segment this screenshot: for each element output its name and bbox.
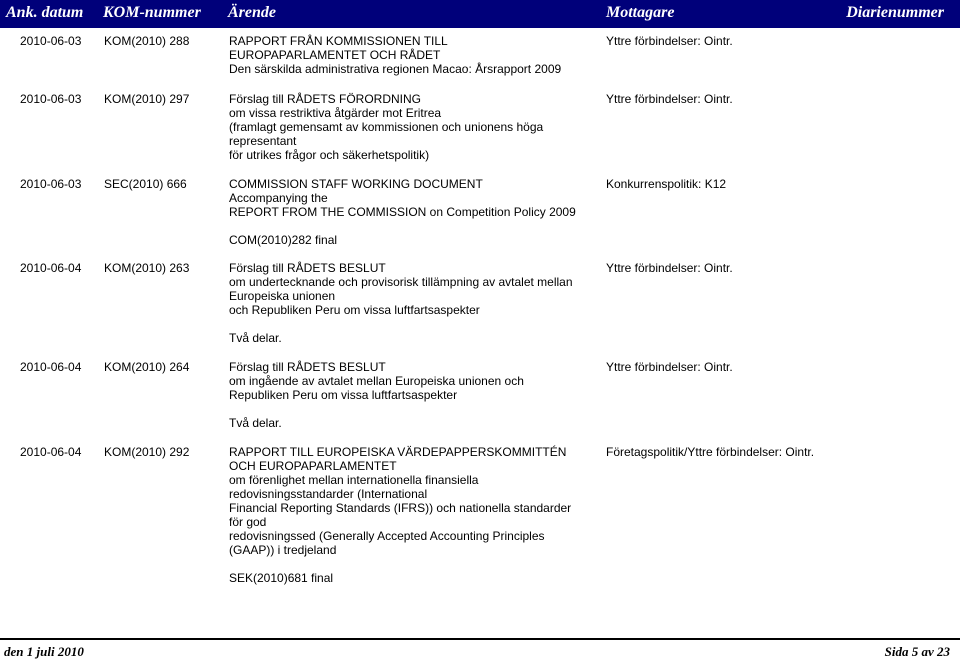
header-arende: Ärende	[228, 4, 276, 21]
arende-line: (framlagt gemensamt av kommissionen och unionens höga	[229, 120, 544, 134]
arende-line: om vissa restriktiva åtgärder mot Eritrea	[229, 106, 442, 120]
header-diarienummer: Diarienummer	[846, 4, 944, 21]
arende-reference: SEK(2010)681 final	[229, 571, 334, 585]
row-mottagare: Yttre förbindelser: Ointr.	[606, 92, 733, 106]
arende-gap	[229, 317, 573, 331]
arende-line: RAPPORT TILL EUROPEISKA VÄRDEPAPPERSKOMMITTÉN	[229, 445, 567, 459]
row-mottagare: Yttre förbindelser: Ointr.	[606, 261, 733, 275]
arende-line: om förenlighet mellan internationella finansiella	[229, 473, 479, 487]
arende-gap	[229, 557, 571, 571]
arende-line: Den särskilda administrativa regionen Macao: Årsrapport 2009	[229, 62, 562, 76]
arende-line: och Republiken Peru om vissa luftfartsaspekter	[229, 303, 480, 317]
arende-line: EUROPAPARLAMENTET OCH RÅDET	[229, 48, 441, 62]
row-kom-nummer: KOM(2010) 297	[104, 92, 190, 106]
row-arende	[229, 445, 571, 585]
arende-gap	[229, 402, 524, 416]
arende-line: REPORT FROM THE COMMISSION on Competition Policy 2009	[229, 205, 576, 219]
arende-line: Förslag till RÅDETS BESLUT	[229, 360, 386, 374]
arende-gap	[229, 219, 576, 233]
arende-line: om undertecknande och provisorisk tillämpning av avtalet mellan	[229, 275, 573, 289]
arende-line: OCH EUROPAPARLAMENTET	[229, 459, 397, 473]
arende-reference: Två delar.	[229, 331, 282, 345]
row-kom-nummer: KOM(2010) 263	[104, 261, 190, 275]
arende-line: RAPPORT FRÅN KOMMISSIONEN TILL	[229, 34, 448, 48]
row-mottagare: Yttre förbindelser: Ointr.	[606, 34, 733, 48]
row-kom-nummer: KOM(2010) 288	[104, 34, 190, 48]
row-date: 2010-06-04	[20, 261, 82, 275]
arende-line: representant	[229, 134, 297, 148]
row-arende	[229, 360, 524, 430]
row-arende	[229, 34, 561, 76]
arende-line: COMMISSION STAFF WORKING DOCUMENT	[229, 177, 483, 191]
footer-page-number: Sida 5 av 23	[884, 644, 950, 659]
row-kom-nummer: SEC(2010) 666	[104, 177, 187, 191]
arende-reference: COM(2010)282 final	[229, 233, 338, 247]
row-mottagare: Yttre förbindelser: Ointr.	[606, 360, 733, 374]
arende-line: Republiken Peru om vissa luftfartsaspekter	[229, 388, 458, 402]
arende-line: Accompanying the	[229, 191, 328, 205]
header-ank-datum: Ank. datum	[6, 4, 84, 21]
arende-line: redovisningsstandarder (International	[229, 487, 428, 501]
arende-line: Förslag till RÅDETS FÖRORDNING	[229, 92, 422, 106]
row-date: 2010-06-03	[20, 34, 82, 48]
row-arende	[229, 92, 543, 162]
header-kom-nummer: KOM-nummer	[103, 4, 201, 21]
arende-line: Financial Reporting Standards (IFRS)) och nationella standarder	[229, 501, 572, 515]
arende-line: för god	[229, 515, 267, 529]
arende-line: redovisningssed (Generally Accepted Accounting Principles	[229, 529, 545, 543]
arende-line: Europeiska unionen	[229, 289, 336, 303]
arende-line: för utrikes frågor och säkerhetspolitik)	[229, 148, 430, 162]
table-header	[0, 0, 960, 28]
row-date: 2010-06-03	[20, 177, 82, 191]
row-mottagare: Företagspolitik/Yttre förbindelser: Ointr.	[606, 445, 815, 459]
row-date: 2010-06-04	[20, 360, 82, 374]
row-arende	[229, 177, 576, 247]
row-date: 2010-06-03	[20, 92, 82, 106]
footer-divider	[0, 638, 960, 640]
header-mottagare: Mottagare	[606, 4, 675, 21]
arende-line: Förslag till RÅDETS BESLUT	[229, 261, 386, 275]
row-arende	[229, 261, 573, 345]
arende-line: om ingående av avtalet mellan Europeiska unionen och	[229, 374, 524, 388]
footer-date: den 1 juli 2010	[4, 644, 84, 659]
row-kom-nummer: KOM(2010) 264	[104, 360, 190, 374]
arende-reference: Två delar.	[229, 416, 282, 430]
row-date: 2010-06-04	[20, 445, 82, 459]
row-kom-nummer: KOM(2010) 292	[104, 445, 190, 459]
arende-line: (GAAP)) i tredjeland	[229, 543, 337, 557]
row-mottagare: Konkurrenspolitik: K12	[606, 177, 727, 191]
